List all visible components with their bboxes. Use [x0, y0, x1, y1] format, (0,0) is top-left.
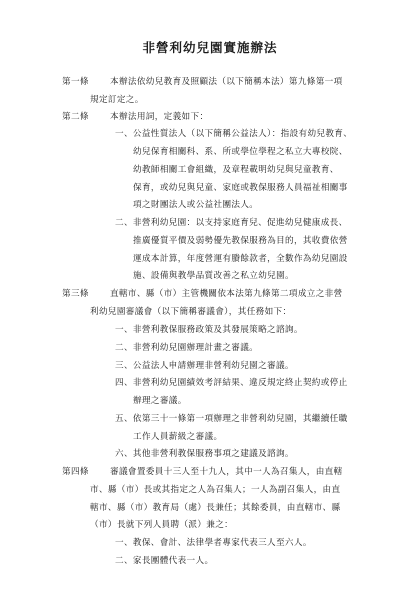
- article-4-line: （市）長就下列人員聘（派）兼之：: [90, 520, 234, 530]
- article-2-item-line: 保育，或幼兒與兒童、家庭或教保服務人員福祉相關事: [133, 183, 348, 193]
- article-2-label: 第二條: [62, 112, 89, 122]
- article-3-item-line: 六、其他非營利教保服務事項之建議及諮詢。: [115, 449, 294, 459]
- article-4-line: 市、縣（市）長或其指定之人為召集人；一人為副召集人，由直: [90, 485, 341, 495]
- document-title: 非營利幼兒園實施辦法: [142, 40, 278, 55]
- article-3-item-line: 三、公益法人申請辦理非營利幼兒園之審議。: [115, 361, 294, 371]
- article-2-item-line: 推廣優質平價及弱勢優先教保服務為目的，其收費依營: [133, 236, 348, 246]
- article-3-label: 第三條: [62, 289, 89, 299]
- article-2-item-line: 幼教師相關工會組織，及章程載明幼兒與兒童教育、: [133, 165, 339, 175]
- article-4-item-line: 一、教保、會計、法律學者專家代表三人至六人。: [115, 538, 312, 548]
- article-3-item-line: 工作人員薪級之審議。: [133, 432, 223, 442]
- article-3-line: 直轄市、縣（市）主管機關依本法第九條第二項成立之非營: [110, 289, 343, 299]
- article-2-item-line: 一、公益性質法人（以下簡稱公益法人）：指設有幼兒教育、: [115, 129, 353, 139]
- article-2-item-line: 運成本計算，年度營運有賸餘款者，全數作為幼兒園設: [133, 254, 348, 264]
- article-4-label: 第四條: [62, 467, 89, 477]
- article-3-item-line: 四、非營利幼兒園績效考評結果、違反規定終止契約或停止: [115, 378, 348, 388]
- article-3-item-line: 五、依第三十一條第一項辦理之非營利幼兒園，其繼續任職: [115, 414, 348, 424]
- article-3-item-line: 一、非營利教保服務政策及其發展策略之諮詢。: [115, 325, 303, 335]
- article-1-label: 第一條: [62, 77, 89, 87]
- article-4-line: 轄市、縣（市）教育局（處）長兼任；其餘委員，由直轄市、縣: [90, 503, 341, 513]
- article-1-line: 規定訂定之。: [90, 95, 144, 105]
- article-2-item-line: 施、設備與教學品質改善之私立幼兒園。: [133, 271, 294, 281]
- article-2-line: 本辦法用詞，定義如下：: [110, 112, 209, 122]
- article-1-line: 本辦法依幼兒教育及照顧法（以下簡稱本法）第九條第一項: [110, 77, 343, 87]
- article-2-item-line: 項之財團法人或公益社團法人。: [133, 200, 259, 210]
- article-3-item-line: 辦理之審議。: [133, 396, 187, 406]
- article-2-item-line: 二、非營利幼兒園：以支持家庭育兒、促進幼兒健康成長、: [115, 218, 348, 228]
- article-2-item-line: 幼兒保育相關科、系、所或學位學程之私立大專校院、: [133, 147, 348, 157]
- article-3-line: 利幼兒園審議會（以下簡稱審議會），其任務如下：: [90, 307, 292, 317]
- article-4-line: 審議會置委員十三人至十九人，其中一人為召集人，由直轄: [110, 467, 343, 477]
- article-3-item-line: 二、非營利幼兒園辦理計畫之審議。: [115, 343, 259, 353]
- article-4-item-line: 二、家長團體代表一人。: [115, 556, 214, 566]
